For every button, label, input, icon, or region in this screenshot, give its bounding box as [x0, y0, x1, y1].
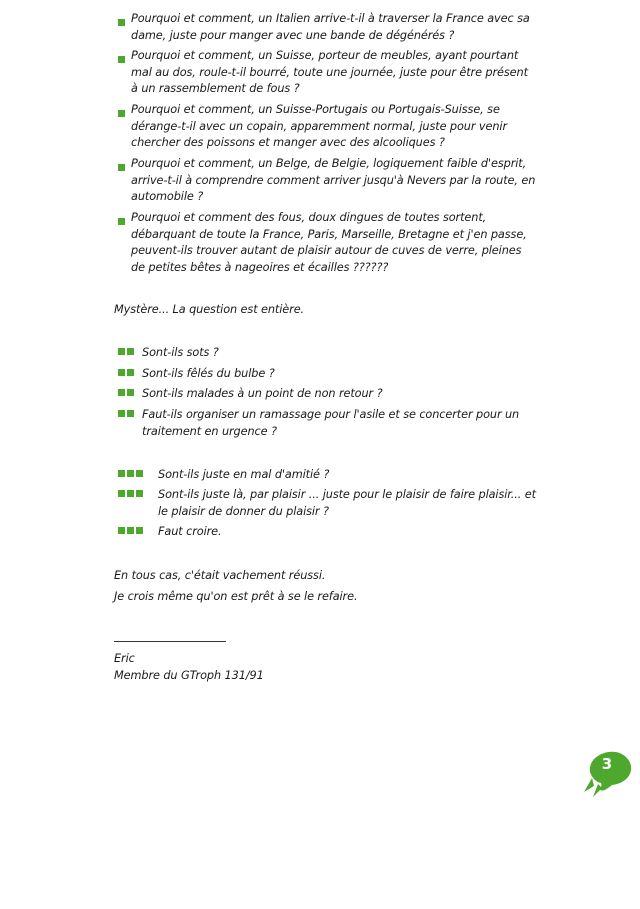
bullet-square-icon [118, 161, 125, 178]
signature-rule [114, 641, 226, 642]
belief-item: Faut croire. [118, 524, 538, 541]
signature-name: Eric [114, 652, 135, 665]
question-item: Pourquoi et comment, un Belge, de Belgie, logiquement faible d'esprit, arrive-t-il à comprendre comment arriver jusqu'à Nevers par la route, en automobile ? [118, 156, 538, 206]
closing-line: Je crois même qu'on est prêt à se le refaire. [114, 590, 358, 603]
doubt-item: Sont-ils sots ? [118, 345, 538, 362]
question-item: Pourquoi et comment, un Italien arrive-t-il à traverser la France avec sa dame, juste pour manger avec une bande de dégénérés ? [118, 11, 538, 44]
question-item: Pourquoi et comment des fous, doux dingues de toutes sortent, débarquant de toute la France, Paris, Marseille, Bretagne et j'en passe, peuvent-ils trouver autant de plaisir autour de cuves de verre, pleines de petites bêtes à nageoires et écailles ?????? [118, 210, 538, 276]
doubt-item: Sont-ils fêlés du bulbe ? [118, 366, 538, 383]
bullet-double-square-icon [118, 345, 134, 362]
bullet-triple-square-icon [118, 524, 143, 541]
bullet-square-icon [118, 215, 125, 232]
mystery-line: Mystère... La question est entière. [114, 303, 305, 316]
bullet-triple-square-icon [118, 467, 143, 484]
signature-member: Membre du GTroph 131/91 [114, 669, 264, 682]
belief-item: Sont-ils juste en mal d'amitié ? [118, 467, 538, 484]
bullet-square-icon [118, 16, 125, 33]
bullet-double-square-icon [118, 386, 134, 403]
doubt-item: Sont-ils malades à un point de non retour ? [118, 386, 538, 403]
question-item: Pourquoi et comment, un Suisse-Portugais ou Portugais-Suisse, se dérange-t-il avec un copain, apparemment normal, juste pour venir chercher des poissons et manger avec des alcooliques ? [118, 102, 538, 152]
bullet-double-square-icon [118, 366, 134, 383]
closing-line: En tous cas, c'était vachement réussi. [114, 569, 326, 582]
belief-item: Sont-ils juste là, par plaisir ... juste pour le plaisir de faire plaisir... et le plaisir de donner du plaisir ? [118, 487, 538, 520]
page-number: 3 [601, 755, 613, 773]
bullet-double-square-icon [118, 407, 134, 424]
bullet-square-icon [118, 107, 125, 124]
bullet-triple-square-icon [118, 487, 143, 504]
bullet-square-icon [118, 53, 125, 70]
question-item: Pourquoi et comment, un Suisse, porteur de meubles, ayant pourtant mal au dos, roule-t-il bourré, toute une journée, juste pour être présent à un rassemblement de fous ? [118, 48, 538, 98]
doubt-item: Faut-ils organiser un ramassage pour l'asile et se concerter pour un traitement en urgence ? [118, 407, 538, 440]
